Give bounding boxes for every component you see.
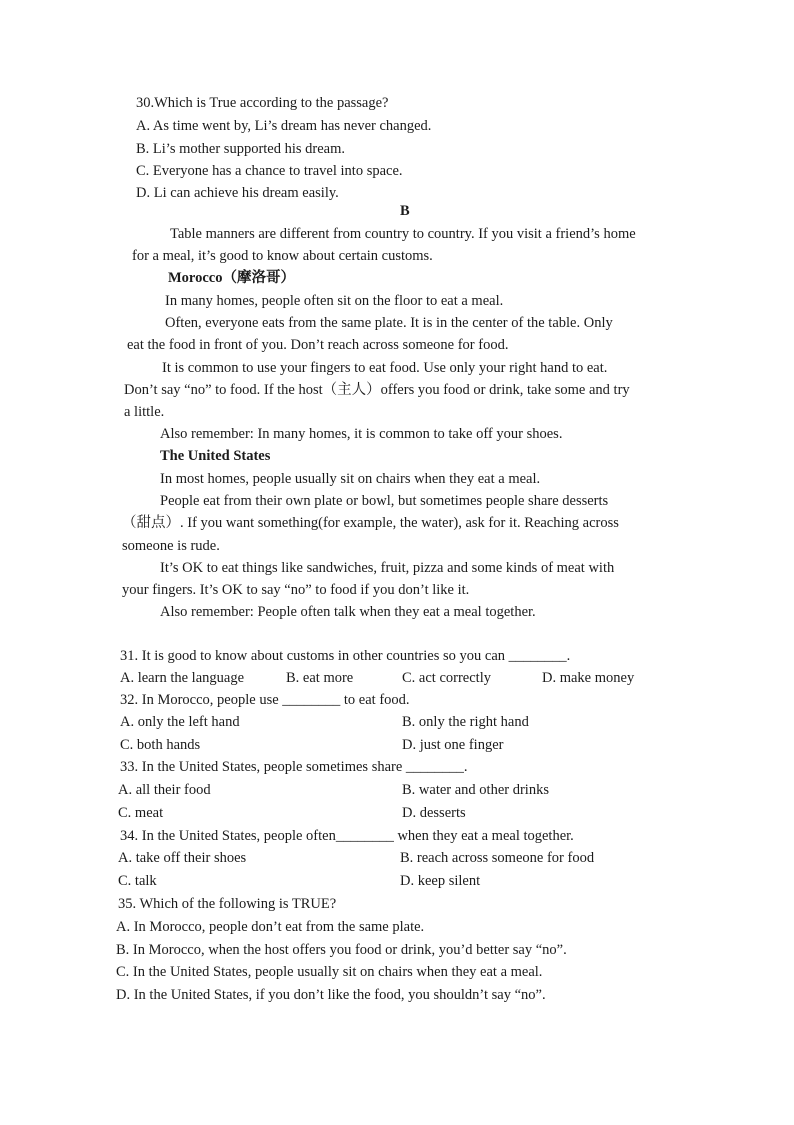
q30-option-a: A. As time went by, Li’s dream has never changed.	[136, 118, 432, 134]
intro-line-2: for a meal, it’s good to know about certain customs.	[132, 248, 433, 264]
q31-option-b: B. eat more	[286, 670, 354, 686]
q33-option-b: B. water and other drinks	[402, 782, 549, 798]
q35-question: 35. Which of the following is TRUE?	[118, 896, 337, 912]
q35-option-d: D. In the United States, if you don’t like the food, you shouldn’t say “no”.	[116, 987, 546, 1003]
q32-option-a: A. only the left hand	[120, 714, 240, 730]
morocco-p4: Also remember: In many homes, it is common to take off your shoes.	[160, 426, 563, 442]
usa-heading: The United States	[160, 448, 271, 464]
morocco-p3-line1: It is common to use your fingers to eat food. Use only your right hand to eat.	[162, 360, 608, 376]
q34-option-b: B. reach across someone for food	[400, 850, 595, 866]
usa-p4: Also remember: People often talk when they eat a meal together.	[160, 604, 536, 620]
q35-option-b: B. In Morocco, when the host offers you food or drink, you’d better say “no”.	[116, 942, 567, 958]
q32-option-d: D. just one finger	[402, 737, 504, 753]
q31-option-d: D. make money	[542, 670, 635, 686]
q33-option-a: A. all their food	[118, 782, 211, 798]
morocco-p2-line1: Often, everyone eats from the same plate. It is in the center of the table. Only	[165, 315, 613, 331]
q33-option-c: C. meat	[118, 805, 164, 821]
q34-option-c: C. talk	[118, 873, 157, 889]
q35-option-a: A. In Morocco, people don’t eat from the same plate.	[116, 919, 425, 935]
morocco-p1: In many homes, people often sit on the floor to eat a meal.	[165, 293, 504, 309]
q34-option-d: D. keep silent	[400, 873, 481, 889]
q31-option-c: C. act correctly	[402, 670, 491, 686]
q34-question: 34. In the United States, people often________ when they eat a meal together.	[120, 828, 574, 844]
usa-p2-line1: People eat from their own plate or bowl, but sometimes people share desserts	[160, 493, 609, 509]
q33-option-d: D. desserts	[402, 805, 466, 821]
morocco-p3-line2: Don’t say “no” to food. If the host（主人）offers you food or drink, take some and try	[124, 382, 630, 398]
morocco-p3-line3: a little.	[124, 404, 165, 420]
q30-option-b: B. Li’s mother supported his dream.	[136, 141, 346, 157]
q33-question: 33. In the United States, people sometimes share ________.	[120, 759, 468, 775]
usa-p3-line2: your fingers. It’s OK to say “no” to food if you don’t like it.	[122, 582, 470, 598]
usa-p2-line3: someone is rude.	[122, 538, 220, 554]
usa-p1: In most homes, people usually sit on chairs when they eat a meal.	[160, 471, 541, 487]
q30-question: 30.Which is True according to the passage?	[136, 95, 389, 111]
q31-question: 31. It is good to know about customs in other countries so you can ________.	[120, 648, 571, 664]
morocco-heading: Morocco（摩洛哥）	[168, 270, 295, 286]
intro-line-1: Table manners are different from country to country. If you visit a friend’s home	[170, 226, 636, 242]
q31-option-a: A. learn the language	[120, 670, 245, 686]
passage-label: B	[400, 203, 410, 219]
q30-option-c: C. Everyone has a chance to travel into space.	[136, 163, 403, 179]
morocco-p2-line2: eat the food in front of you. Don’t reach across someone for food.	[127, 337, 509, 353]
q32-option-c: C. both hands	[120, 737, 201, 753]
q34-option-a: A. take off their shoes	[118, 850, 247, 866]
q35-option-c: C. In the United States, people usually sit on chairs when they eat a meal.	[116, 964, 543, 980]
usa-p2-line2: （甜点）. If you want something(for example, the water), ask for it. Reaching across	[122, 515, 619, 531]
q32-option-b: B. only the right hand	[402, 714, 529, 730]
q32-question: 32. In Morocco, people use ________ to eat food.	[120, 692, 410, 708]
q30-option-d: D. Li can achieve his dream easily.	[136, 185, 339, 201]
usa-p3-line1: It’s OK to eat things like sandwiches, fruit, pizza and some kinds of meat with	[160, 560, 615, 576]
